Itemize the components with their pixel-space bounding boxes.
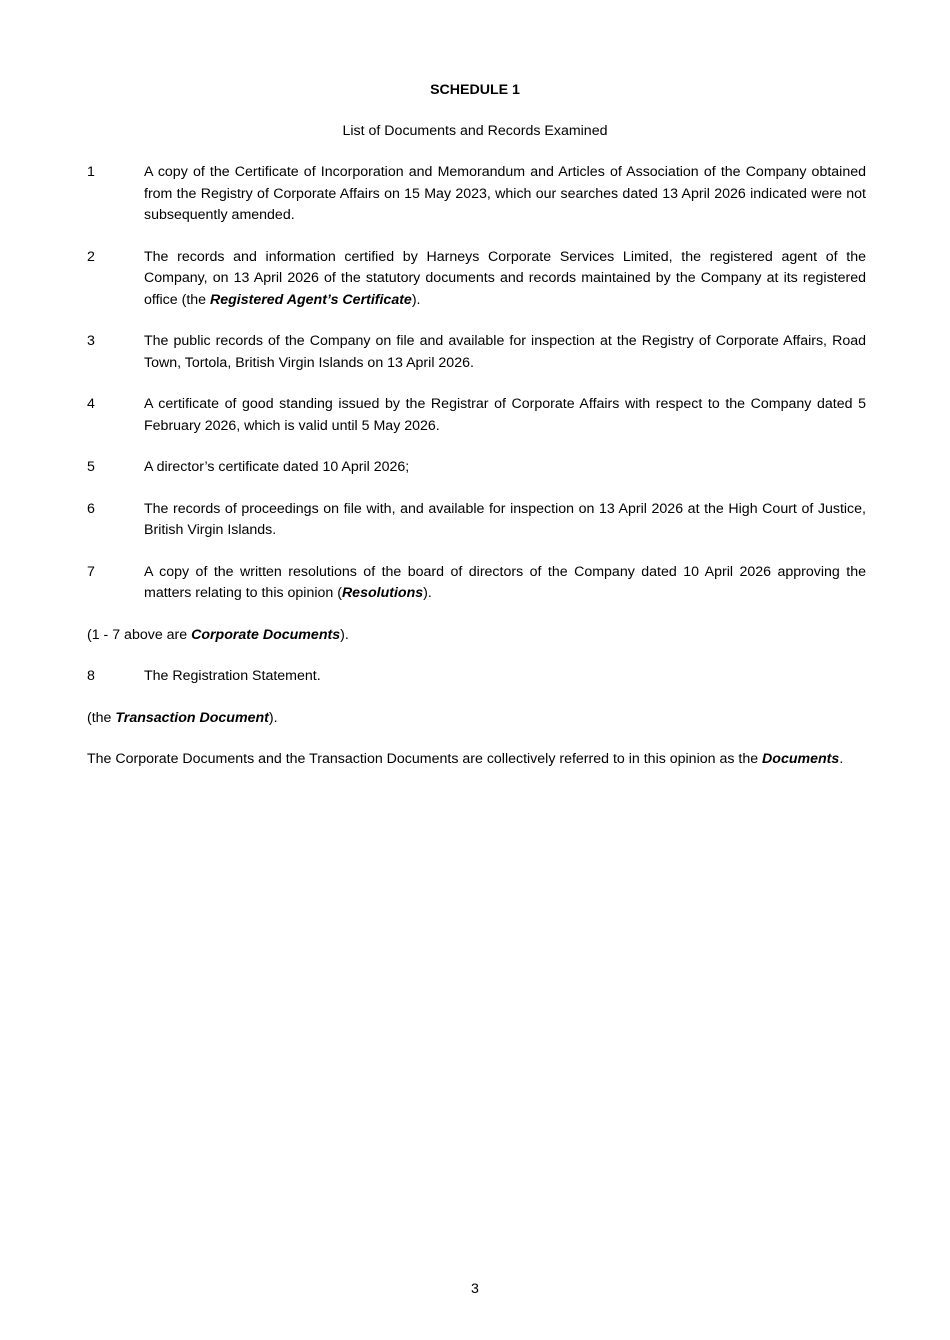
page-number: 3 bbox=[471, 1281, 479, 1297]
closing-paragraph bbox=[87, 749, 866, 771]
item-number: 2 bbox=[87, 248, 95, 265]
list-item bbox=[87, 457, 866, 479]
note-text: (1 - 7 above are bbox=[87, 626, 192, 643]
defined-term: Corporate Documents bbox=[191, 626, 341, 643]
defined-term: Documents bbox=[762, 751, 840, 767]
list-item bbox=[87, 562, 866, 605]
item-text-segment: ). bbox=[411, 291, 421, 308]
note-text: ). bbox=[268, 709, 278, 726]
document-list bbox=[87, 162, 866, 791]
defined-term: Resolutions bbox=[341, 585, 424, 601]
item-text-segment: A director’s certificate dated 10 April 2026; bbox=[144, 459, 410, 475]
item-number: 4 bbox=[87, 396, 95, 412]
defined-term: Registered Agent’s Certificate bbox=[209, 291, 412, 308]
list-item bbox=[87, 331, 866, 374]
defined-term: Transaction Document bbox=[115, 709, 269, 726]
schedule-title: SCHEDULE 1 bbox=[430, 82, 520, 98]
item-text-segment: A copy of the Certificate of Incorporation and Memorandum and Articles of Association of the Company obtained from the Registry of Corporate Affairs on 15 May 2023, which our searches dated 13 April 2026 indicated were not subsequently amended. bbox=[144, 164, 866, 223]
corporate-documents-note bbox=[87, 625, 866, 647]
item-number: 1 bbox=[87, 164, 95, 180]
item-number: 8 bbox=[87, 668, 95, 684]
item-text bbox=[144, 562, 866, 605]
item-text bbox=[144, 331, 866, 374]
item-text bbox=[144, 457, 866, 479]
item-text-segment: The public records of the Company on file and available for inspection at the Registry of Corporate Affairs, Road Town, Tortola, British Virgin Islands on 13 April 2026. bbox=[144, 333, 866, 371]
transaction-document-note bbox=[87, 708, 866, 730]
item-text bbox=[144, 394, 866, 437]
item-text-segment: ). bbox=[423, 585, 432, 601]
item-number: 7 bbox=[87, 563, 95, 580]
closing-text: The Corporate Documents and the Transaction Documents are collectively referred to in this opinion as the bbox=[87, 751, 763, 767]
item-number: 3 bbox=[87, 333, 95, 349]
item-text-segment: A copy of the written resolutions of the board of directors of the Company dated 10 April 2026 approving the matters relating to this opinion ( bbox=[144, 563, 866, 601]
note-text: (the bbox=[87, 709, 116, 726]
list-item bbox=[87, 247, 866, 312]
list-item bbox=[87, 394, 866, 437]
list-item bbox=[87, 666, 866, 688]
item-text: The Registration Statement. bbox=[144, 668, 321, 684]
list-item bbox=[87, 499, 866, 542]
item-number: 6 bbox=[87, 500, 95, 517]
closing-text: . bbox=[839, 751, 844, 767]
item-text-segment: The records and information certified by Harneys Corporate Services Limited, the registered agent of the Company, on 13 April 2026 of the statutory documents and records maintained by the Company at its registered office (the bbox=[144, 248, 866, 308]
item-number: 5 bbox=[87, 459, 95, 475]
item-text bbox=[144, 499, 866, 542]
list-item bbox=[87, 162, 866, 227]
item-text-segment: The records of proceedings on file with, and available for inspection on 13 April 2026 at the High Court of Justice, British Virgin Islands. bbox=[144, 500, 866, 538]
item-text-segment: A certificate of good standing issued by the Registrar of Corporate Affairs with respect to the Company dated 5 February 2026, which is valid until 5 May 2026. bbox=[144, 396, 866, 434]
item-text bbox=[144, 162, 866, 227]
note-text: ). bbox=[340, 626, 349, 643]
item-text bbox=[144, 247, 866, 312]
schedule-subtitle: List of Documents and Records Examined bbox=[342, 123, 608, 139]
